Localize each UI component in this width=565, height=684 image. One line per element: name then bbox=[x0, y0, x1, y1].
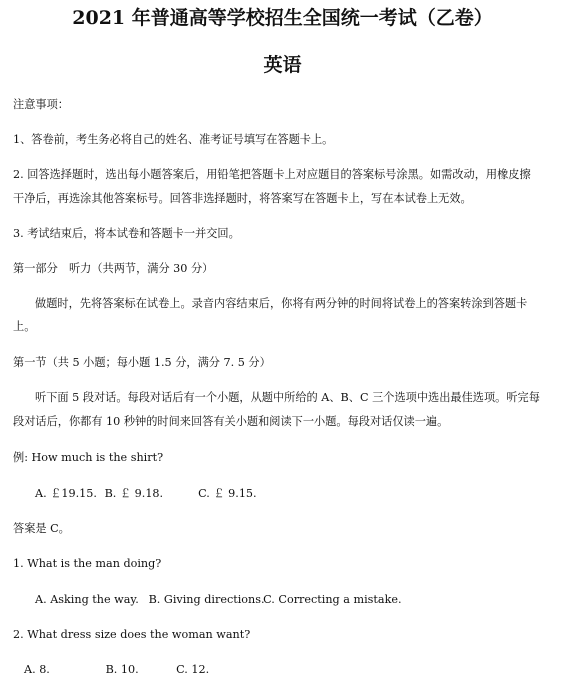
notice-item-2-line-2: 干净后，再选涂其他答案标号。回答非选择题时，将答案写在答题卡上，写在本试卷上无效。 bbox=[13, 192, 472, 205]
question-2-option-c: C. 12. bbox=[176, 663, 210, 676]
notice-item-2-line-1: 2. 回答选择题时，选出每小题答案后，用铅笔把答题卡上对应题目的答案标号涂黑。如需改动，用橡皮擦 bbox=[13, 168, 531, 181]
question-2-text: 2. What dress size does the woman want? bbox=[13, 628, 251, 641]
question-1-option-c: C. Correcting a mistake. bbox=[263, 593, 402, 606]
page-title: 2021 年普通高等学校招生全国统一考试（乙卷） bbox=[72, 7, 493, 29]
question-1-options bbox=[35, 593, 552, 607]
part1-instruction-line-1: 做题时，先将答案标在试卷上。录音内容结束后，你将有两分钟的时间将试卷上的答案转涂到答题卡 bbox=[35, 297, 528, 310]
part1-instruction-line-2: 上。 bbox=[13, 320, 36, 333]
part1-heading: 第一部分 听力（共两节，满分 30 分） bbox=[13, 262, 214, 275]
question-1-option-b: B. Giving directions. bbox=[148, 593, 265, 606]
example-answer: 答案是 C。 bbox=[13, 522, 70, 535]
example-question: 例: How much is the shirt? bbox=[13, 451, 164, 464]
question-1-text: 1. What is the man doing? bbox=[13, 557, 162, 570]
question-2-option-b: B. 10. bbox=[105, 663, 139, 676]
example-options bbox=[35, 487, 552, 501]
section1-instruction-line-2: 段对话后，你都有 10 秒钟的时间来回答有关小题和阅读下一小题。每段对话仅读一遍。 bbox=[13, 415, 449, 428]
notice-heading: 注意事项： bbox=[13, 98, 69, 111]
notice-item-3: 3. 考试结束后，将本试卷和答题卡一并交回。 bbox=[13, 227, 240, 240]
section1-instruction-line-1: 听下面 5 段对话。每段对话后有一个小题，从题中所给的 A、B、C 三个选项中选出最佳选项。听完每 bbox=[35, 391, 540, 404]
example-option-b: B. ￡ 9.18. bbox=[104, 487, 164, 500]
section1-heading: 第一节（共 5 小题；每小题 1.5 分，满分 7. 5 分） bbox=[13, 356, 271, 369]
example-option-c: C. ￡ 9.15. bbox=[198, 487, 257, 500]
subject-title: 英语 bbox=[263, 54, 302, 76]
question-1-option-a: A. Asking the way. bbox=[35, 593, 139, 606]
example-option-a: A. ￡19.15. bbox=[35, 487, 97, 500]
question-2-options bbox=[24, 663, 552, 677]
notice-item-1: 1、答卷前，考生务必将自己的姓名、准考证号填写在答题卡上。 bbox=[13, 133, 334, 146]
question-2-option-a: A. 8. bbox=[24, 663, 50, 676]
